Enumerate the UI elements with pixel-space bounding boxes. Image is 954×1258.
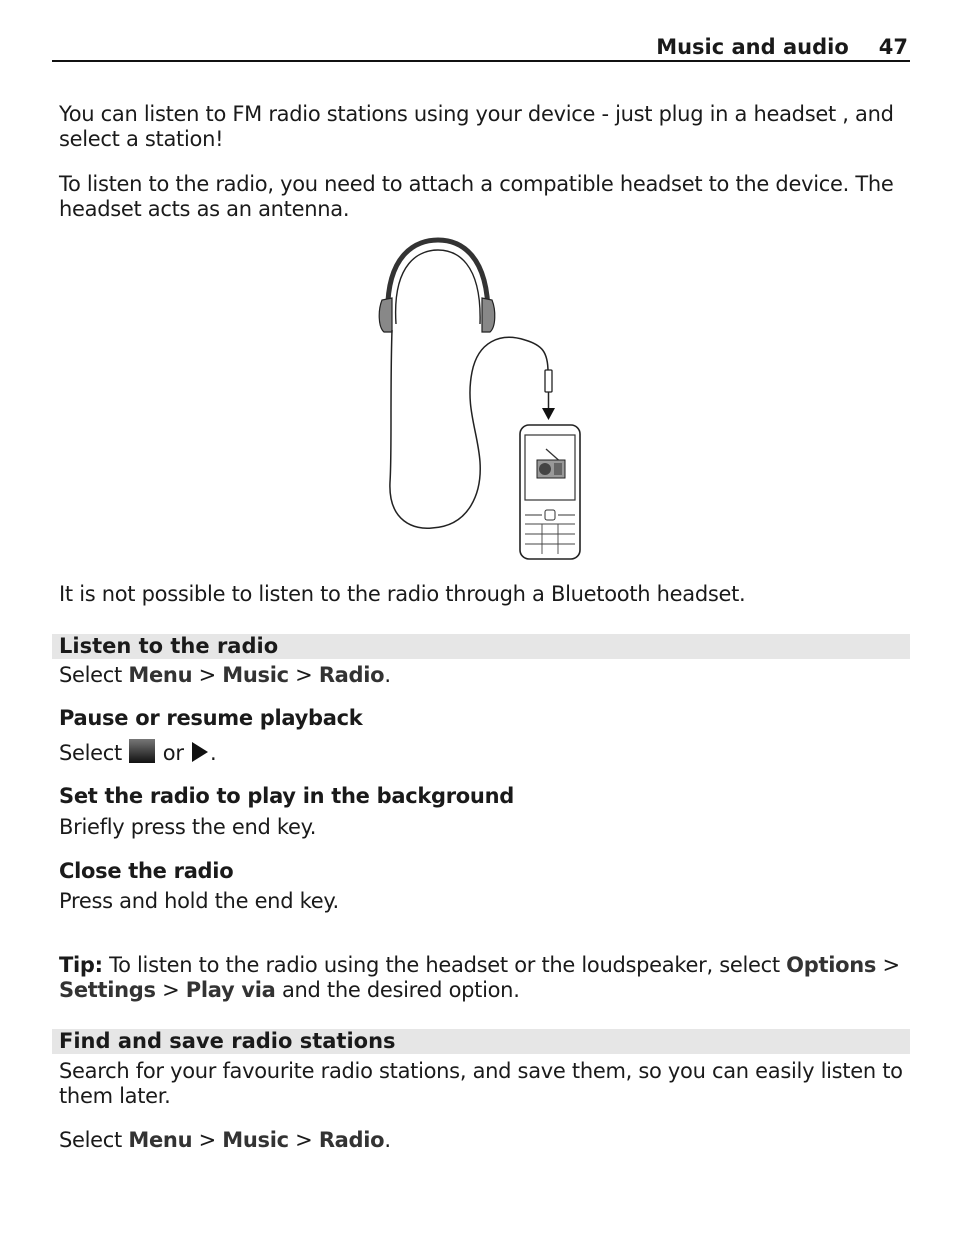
path-separator: > xyxy=(288,1128,319,1152)
tip-text-end: and the desired option. xyxy=(275,978,520,1002)
or-word: or xyxy=(162,741,184,765)
options-link[interactable]: Options xyxy=(786,953,877,977)
headset-paragraph: To listen to the radio, you need to attach a compatible headset to the device. The headset acts as an antenna. xyxy=(59,172,894,221)
tip-label: Tip: xyxy=(59,953,103,977)
path-separator: > xyxy=(876,953,900,977)
pause-heading: Pause or resume playback xyxy=(59,706,363,730)
background-heading: Set the radio to play in the background xyxy=(59,784,514,808)
period: . xyxy=(384,663,391,687)
close-heading: Close the radio xyxy=(59,859,234,883)
menu-link[interactable]: Menu xyxy=(128,663,193,687)
music-link[interactable]: Music xyxy=(222,663,289,687)
background-text: Briefly press the end key. xyxy=(59,815,317,839)
play-via-link[interactable]: Play via xyxy=(185,978,276,1002)
bluetooth-note: It is not possible to listen to the radio through a Bluetooth headset. xyxy=(59,582,746,606)
settings-link[interactable]: Settings xyxy=(59,978,156,1002)
select-word: Select xyxy=(59,741,122,765)
page-header xyxy=(52,30,910,62)
play-icon xyxy=(190,740,210,764)
path-separator: > xyxy=(192,1128,223,1152)
stop-icon xyxy=(128,738,156,764)
select-word: Select xyxy=(59,1128,122,1152)
menu-link[interactable]: Menu xyxy=(128,1128,193,1152)
section-heading-listen: Listen to the radio xyxy=(52,634,910,659)
intro-paragraph: You can listen to FM radio stations using your device - just plug in a headset , and select a station! xyxy=(59,102,894,151)
page-number: 47 xyxy=(878,35,908,59)
period: . xyxy=(384,1128,391,1152)
radio-link[interactable]: Radio xyxy=(318,1128,385,1152)
section-heading-find: Find and save radio stations xyxy=(52,1029,910,1054)
select-word: Select xyxy=(59,663,122,687)
music-link[interactable]: Music xyxy=(222,1128,289,1152)
radio-link[interactable]: Radio xyxy=(318,663,385,687)
tip-paragraph xyxy=(59,953,909,1003)
headset-phone-illustration xyxy=(370,232,590,562)
find-path xyxy=(59,1128,909,1153)
find-text: Search for your favourite radio stations, and save them, so you can easily listen to them later. xyxy=(59,1059,903,1108)
listen-path xyxy=(59,663,909,688)
path-separator: > xyxy=(288,663,319,687)
section-title: Music and audio xyxy=(656,35,849,59)
close-text: Press and hold the end key. xyxy=(59,889,339,913)
tip-text: To listen to the radio using the headset or the loudspeaker, select xyxy=(102,953,787,977)
path-separator: > xyxy=(155,978,186,1002)
path-separator: > xyxy=(192,663,223,687)
period: . xyxy=(210,741,217,765)
pause-text xyxy=(59,738,909,766)
